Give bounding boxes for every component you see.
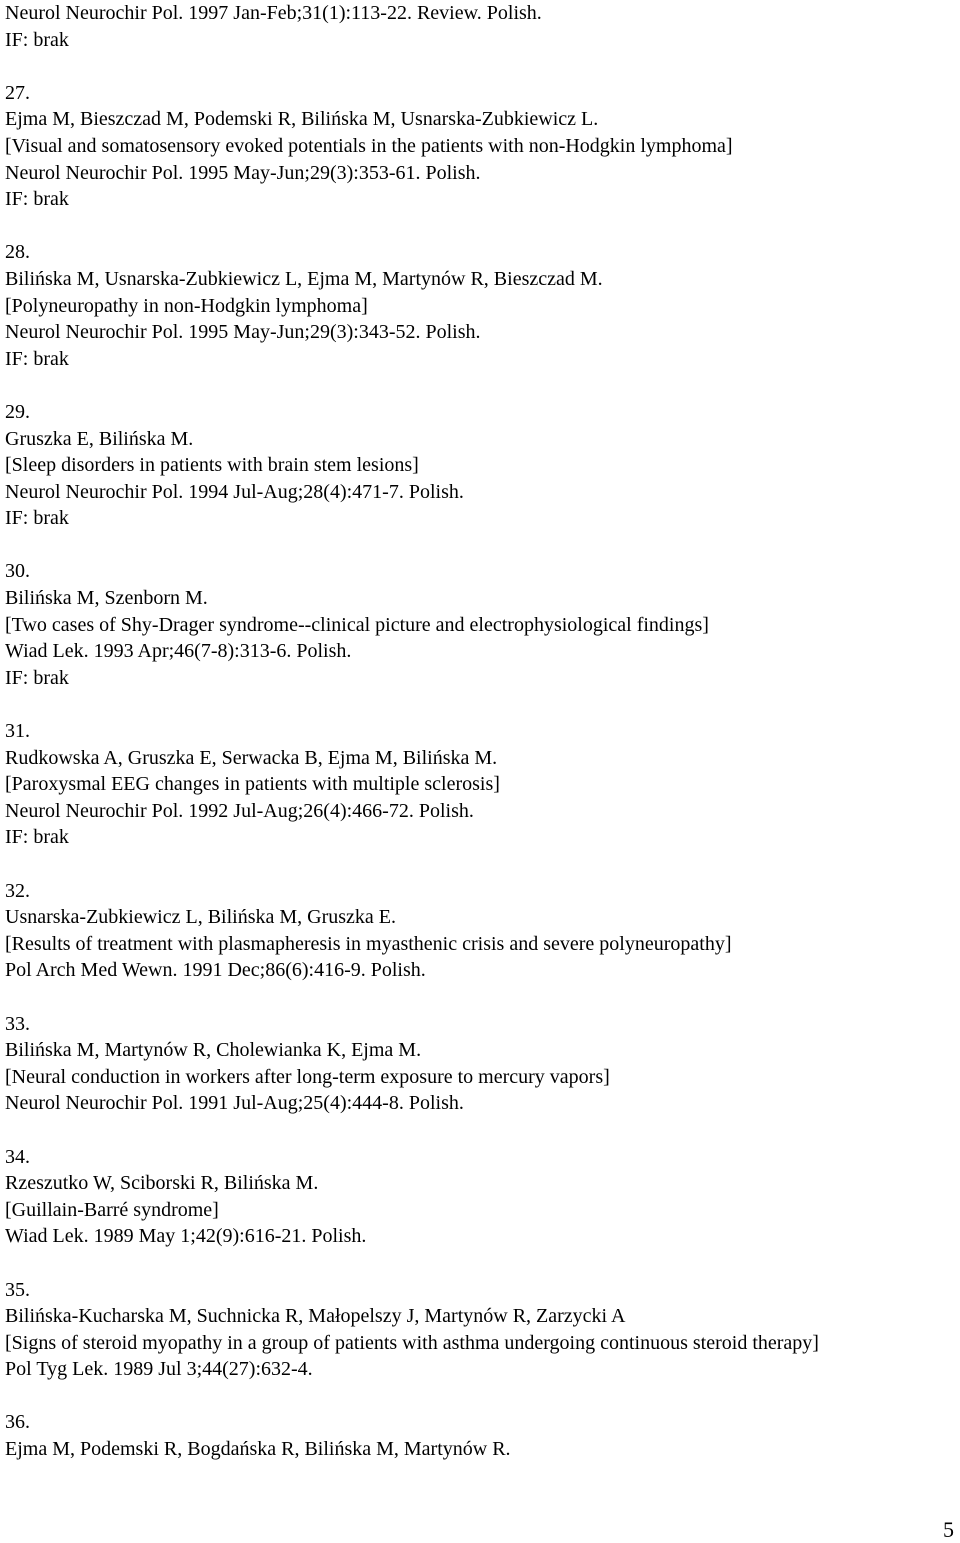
reference-entry	[5, 1144, 955, 1250]
reference-authors: Gruszka E, Bilińska M.	[5, 427, 194, 450]
page-number: 5	[943, 1517, 954, 1542]
reference-title: [Neural conduction in workers after long-term exposure to mercury vapors]	[5, 1065, 610, 1088]
reference-entry	[5, 1277, 955, 1383]
reference-authors: Rudkowska A, Gruszka E, Serwacka B, Ejma M, Bilińska M.	[5, 746, 498, 769]
reference-entry	[5, 878, 955, 984]
reference-entry	[5, 558, 955, 691]
top-fragment-journal: Neurol Neurochir Pol. 1997 Jan-Feb;31(1):113-22. Review. Polish.	[5, 2, 542, 24]
spacer	[5, 691, 955, 718]
reference-number: 31.	[5, 720, 30, 743]
reference-authors: Ejma M, Podemski R, Bogdańska R, Bilińska M, Martynów R.	[5, 1438, 511, 1461]
spacer	[5, 984, 955, 1011]
reference-impact: IF: brak	[5, 666, 69, 689]
reference-journal: Pol Arch Med Wewn. 1991 Dec;86(6):416-9. Polish.	[5, 959, 426, 982]
reference-entry	[5, 1409, 955, 1462]
reference-entry	[5, 399, 955, 532]
reference-authors: Bilińska M, Szenborn M.	[5, 587, 208, 610]
reference-authors: Rzeszutko W, Sciborski R, Bilińska M.	[5, 1172, 319, 1195]
reference-title: [Two cases of Shy-Drager syndrome--clinical picture and electrophysiological findings]	[5, 613, 709, 636]
reference-authors: Usnarska-Zubkiewicz L, Bilińska M, Gruszka E.	[5, 906, 397, 929]
reference-title: [Polyneuropathy in non-Hodgkin lymphoma]	[5, 294, 368, 317]
reference-number: 28.	[5, 241, 30, 264]
reference-authors: Bilińska M, Martynów R, Cholewianka K, Ejma M.	[5, 1039, 422, 1062]
reference-entry	[5, 1011, 955, 1117]
spacer	[5, 1383, 955, 1410]
reference-journal: Pol Tyg Lek. 1989 Jul 3;44(27):632-4.	[5, 1358, 313, 1381]
reference-number: 27.	[5, 81, 30, 104]
reference-entry	[5, 239, 955, 372]
top-fragment-impact: IF: brak	[5, 28, 69, 51]
reference-title: [Signs of steroid myopathy in a group of patients with asthma undergoing continuous steroid therapy]	[5, 1331, 819, 1354]
spacer	[5, 213, 955, 240]
reference-impact: IF: brak	[5, 188, 69, 211]
reference-title: [Paroxysmal EEG changes in patients with multiple sclerosis]	[5, 773, 500, 796]
reference-number: 30.	[5, 560, 30, 583]
spacer	[5, 1250, 955, 1277]
reference-entry	[5, 718, 955, 851]
reference-entry	[5, 80, 955, 213]
reference-journal: Neurol Neurochir Pol. 1991 Jul-Aug;25(4):444-8. Polish.	[5, 1092, 464, 1115]
reference-authors: Bilińska M, Usnarska-Zubkiewicz L, Ejma M, Martynów R, Bieszczad M.	[5, 267, 603, 290]
reference-number: 33.	[5, 1012, 30, 1035]
reference-authors: Ejma M, Bieszczad M, Podemski R, Bilińska M, Usnarska-Zubkiewicz L.	[5, 108, 599, 131]
reference-title: [Guillain-Barré syndrome]	[5, 1198, 219, 1221]
reference-impact: IF: brak	[5, 507, 69, 530]
reference-number: 32.	[5, 879, 30, 902]
reference-title: [Results of treatment with plasmapheresis in myasthenic crisis and severe polyneuropathy]	[5, 932, 732, 955]
spacer	[5, 53, 955, 80]
reference-journal: Neurol Neurochir Pol. 1995 May-Jun;29(3):343-52. Polish.	[5, 321, 481, 344]
reference-title: [Visual and somatosensory evoked potentials in the patients with non-Hodgkin lymphoma]	[5, 134, 733, 157]
reference-journal: Neurol Neurochir Pol. 1995 May-Jun;29(3):353-61. Polish.	[5, 161, 481, 184]
reference-journal: Neurol Neurochir Pol. 1994 Jul-Aug;28(4):471-7. Polish.	[5, 480, 464, 503]
reference-authors: Bilińska-Kucharska M, Suchnicka R, Małopelszy J, Martynów R, Zarzycki A	[5, 1305, 626, 1328]
reference-number: 35.	[5, 1278, 30, 1301]
reference-title: [Sleep disorders in patients with brain stem lesions]	[5, 454, 419, 477]
reference-impact: IF: brak	[5, 347, 69, 370]
spacer	[5, 532, 955, 559]
reference-journal: Wiad Lek. 1993 Apr;46(7-8):313-6. Polish.	[5, 640, 352, 663]
reference-number: 36.	[5, 1411, 30, 1434]
reference-number: 29.	[5, 400, 30, 423]
spacer	[5, 372, 955, 399]
reference-number: 34.	[5, 1145, 30, 1168]
reference-list	[5, 0, 955, 1463]
spacer	[5, 1117, 955, 1144]
reference-impact: IF: brak	[5, 826, 69, 849]
spacer	[5, 851, 955, 878]
reference-journal: Wiad Lek. 1989 May 1;42(9):616-21. Polish.	[5, 1225, 367, 1248]
reference-journal: Neurol Neurochir Pol. 1992 Jul-Aug;26(4):466-72. Polish.	[5, 799, 474, 822]
